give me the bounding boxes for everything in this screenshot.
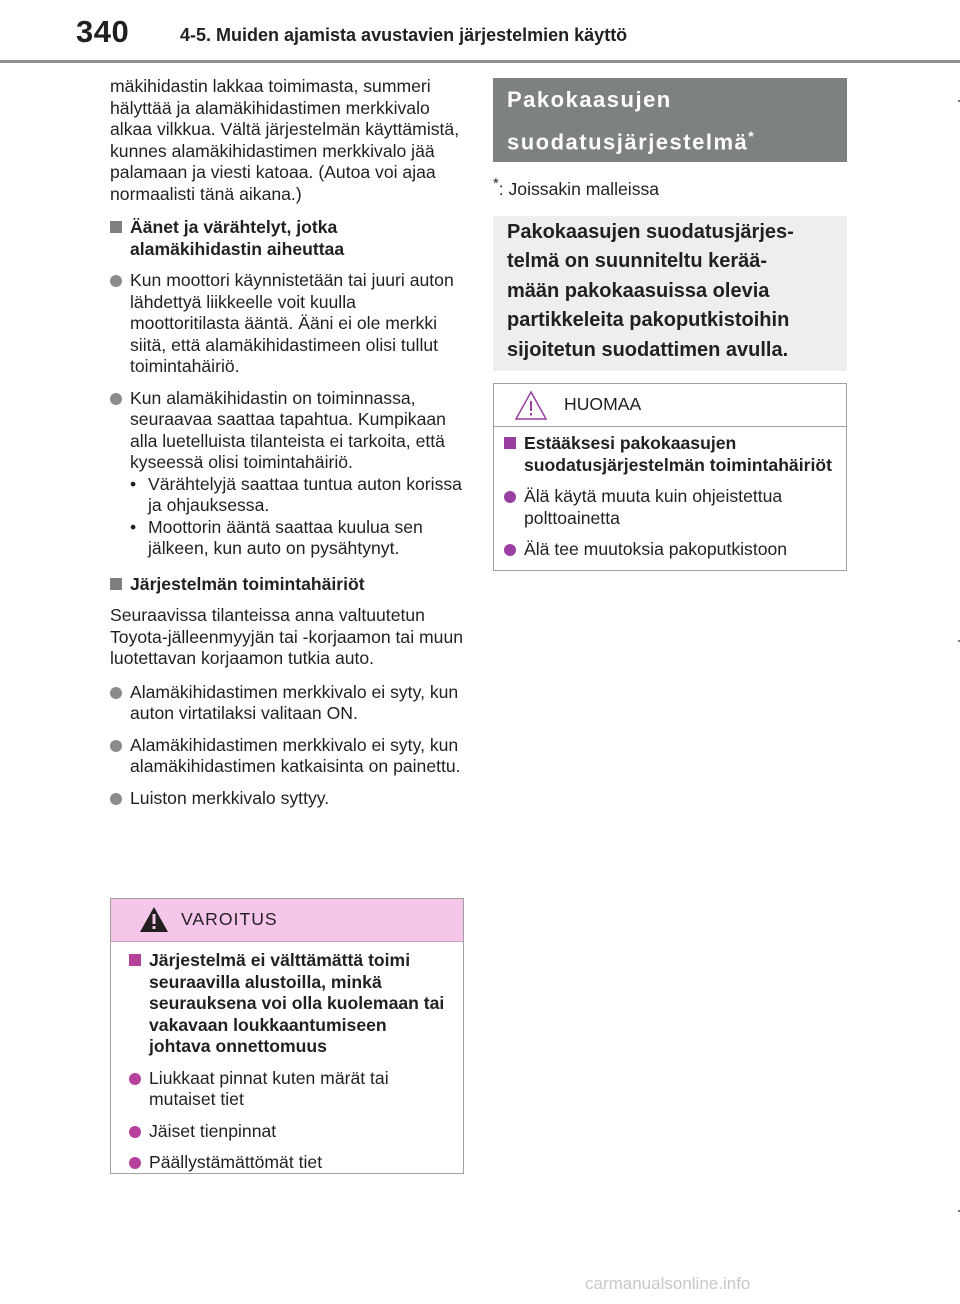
list-item-text: Kun alamäkihidastin on toiminnassa, seuraavaa saattaa tapahtua. Kumpikaan alla luetelluista tilanteista ei tarkoita, että kyseessä olisi toimintahäiriö. xyxy=(130,387,446,472)
header-divider xyxy=(0,60,960,63)
list-item xyxy=(504,539,836,561)
warning-header xyxy=(111,899,463,942)
watermark: carmanualsonline.info xyxy=(585,1274,751,1293)
section-heading-text: Järjestelmän toimintahäiriöt xyxy=(130,573,365,594)
round-bullet-icon xyxy=(110,687,122,699)
list-item-text: Luiston merkkivalo syttyy. xyxy=(130,787,330,808)
warning-heading xyxy=(129,950,453,1058)
list-item-text: Älä tee muutoksia pakoputkistoon xyxy=(524,539,788,560)
intro-line: sijoitetun suodattimen avulla. xyxy=(507,338,789,361)
square-bullet-icon xyxy=(110,221,122,233)
section-title-line xyxy=(507,118,833,160)
warning-body xyxy=(111,942,463,1174)
list-item-text: Liukkaat pinnat kuten märät tai mutaiset tiet xyxy=(149,1067,389,1109)
round-bullet-icon xyxy=(110,275,122,287)
footnote-marker: * xyxy=(493,176,499,192)
page-header xyxy=(0,0,960,66)
section-heading-sounds xyxy=(110,217,470,260)
page-number: 340 xyxy=(76,14,130,49)
malfunction-paragraph: Seuraavissa tilanteissa anna valtuutetun Toyota-jälleenmyyjän tai -korjaamon tai muun luotettavan korjaamon tutkia auto. xyxy=(110,605,464,668)
round-bullet-icon xyxy=(129,1157,141,1169)
round-bullet-icon xyxy=(129,1073,141,1085)
intro-line: partikkeleita pakoputkistoihin xyxy=(507,309,790,332)
list-item-text: Alamäkihidastimen merkkivalo ei syty, kun alamäkihidastimen katkaisinta on painettu. xyxy=(130,734,461,776)
intro-line: Pakokaasujen suodatusjärjes- xyxy=(507,220,794,243)
sub-list-item-text: Moottorin ääntä saattaa kuulua sen jälkeen, kun auto on pysähtynyt. xyxy=(148,516,423,558)
round-bullet-icon xyxy=(110,393,122,405)
intro-line: mään pakokaasuissa olevia xyxy=(507,279,770,302)
round-bullet-icon xyxy=(110,793,122,805)
list-item-text: Jäiset tienpinnat xyxy=(149,1120,277,1141)
footnote xyxy=(493,176,847,200)
notice-heading-text: Estääksesi pakokaasujen suodatusjärjestelmän toimintahäiriöt xyxy=(524,433,832,475)
list-item xyxy=(110,682,470,725)
notice-title: HUOMAA xyxy=(564,394,642,415)
square-bullet-icon xyxy=(504,437,516,449)
section-title-line: Pakokaasujen xyxy=(507,87,672,112)
list-item xyxy=(129,1152,453,1174)
list-item xyxy=(110,788,470,810)
intro-paragraph: mäkihidastin lakkaa toimimasta, summeri hälyttää ja alamäkihidastimen merkkivalo alkaa vilkkua. Vältä järjestelmän käyttämistä, kunnes alamäkihidastimen merkkivalo jää palamaan ja viesti katoaa. (Autoa voi ajaa normaalisti tänä aikana.) xyxy=(110,76,460,204)
list-item-text: Päällystämättömät tiet xyxy=(149,1152,323,1172)
round-bullet-icon xyxy=(129,1126,141,1138)
section-heading-text: Äänet ja värähtelyt, jotka alamäkihidastin aiheuttaa xyxy=(130,217,345,259)
footnote-text: : Joissakin malleissa xyxy=(498,178,660,199)
list-item-text: Alamäkihidastimen merkkivalo ei syty, kun auton virtatilaksi valitaan ON. xyxy=(130,681,459,723)
section-title-text: suodatusjärjestelmä xyxy=(507,129,749,155)
square-bullet-icon xyxy=(129,954,141,966)
sub-list-item-text: Värähtelyjä saattaa tuntua auton korissa ja ohjauksessa. xyxy=(148,473,462,515)
warning-title: VAROITUS xyxy=(181,909,278,929)
sub-list-item xyxy=(130,517,470,560)
warning-box xyxy=(110,898,464,1174)
title-asterisk: * xyxy=(748,128,756,144)
notice-box xyxy=(493,383,847,571)
list-item xyxy=(129,1068,453,1111)
round-bullet-icon xyxy=(110,740,122,752)
right-column xyxy=(493,78,847,571)
notice-header xyxy=(494,384,846,427)
list-item-text: Kun moottori käynnistetään tai juuri auton lähdettyä liikkeelle voit kuulla moottoritilasta ääntä. Ääni ei ole merkki siitä, että alamäkihidastimeen olisi tullut toimintahäiriö. xyxy=(130,270,454,376)
sub-bullet-marker: • xyxy=(130,516,137,537)
left-column xyxy=(110,76,470,819)
round-bullet-icon xyxy=(504,491,516,503)
section-title xyxy=(493,78,847,162)
section-heading-malfunctions xyxy=(110,574,470,596)
chapter-title: 4-5. Muiden ajamista avustavien järjestelmien käyttö xyxy=(180,25,628,45)
intro-line: telmä on suunniteltu kerää- xyxy=(507,250,768,273)
warning-heading-text: Järjestelmä ei välttämättä toimi seuraavilla alustoilla, minkä seurauksena voi olla kuolemaan tai vakavaan loukkaantumiseen johtava onnettomuus xyxy=(149,950,445,1056)
sub-list xyxy=(130,474,470,560)
list-item xyxy=(110,270,470,378)
notice-body xyxy=(494,427,846,561)
round-bullet-icon xyxy=(504,544,516,556)
list-item-text: Älä käytä muuta kuin ohjeistettua polttoainetta xyxy=(524,486,783,528)
list-item xyxy=(110,735,470,778)
sub-list-item xyxy=(130,474,470,517)
list-item xyxy=(110,388,470,560)
notice-heading xyxy=(504,433,836,476)
square-bullet-icon xyxy=(110,578,122,590)
list-item xyxy=(129,1121,453,1143)
notice-triangle-icon xyxy=(514,389,548,426)
section-intro xyxy=(493,216,847,372)
warning-triangle-icon xyxy=(139,905,169,938)
list-item xyxy=(504,486,836,529)
sub-bullet-marker: • xyxy=(130,473,137,494)
